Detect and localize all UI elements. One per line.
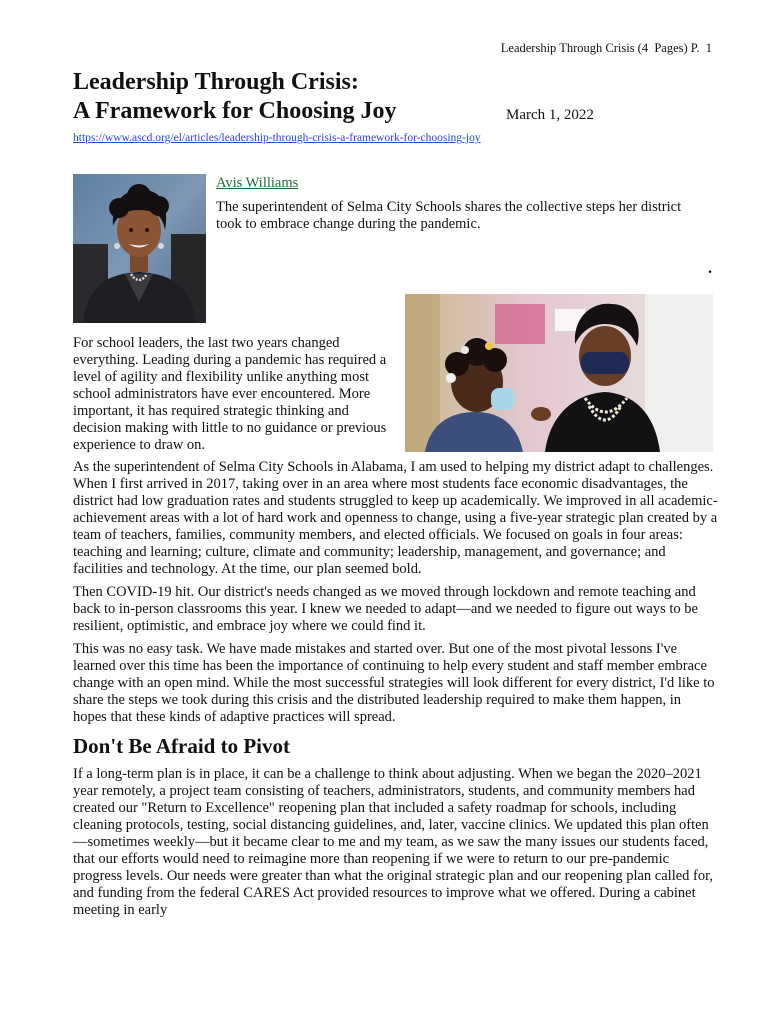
page-header: Leadership Through Crisis (4 Pages) P. 1 — [500, 41, 712, 55]
article-body — [73, 459, 718, 925]
body-paragraph: This was no easy task. We have made mistakes and started over. But one of the most pivotal lessons I've learned over this time has been the importance of continuing to help every student and staff member embrace change with an open mind. While the most successful strategies will look different for every district, I'd like to share the steps we took during this crisis and the distributed leadership required to make them happen, in hopes that these kinds of adaptive practices will spread. — [73, 641, 715, 725]
article-url-link[interactable]: https://www.ascd.org/el/articles/leadership-through-crisis-a-framework-for-choosing-joy — [73, 132, 481, 144]
author-photo — [73, 174, 206, 323]
article-title — [73, 68, 397, 126]
author-name-link[interactable]: Avis Williams — [216, 175, 299, 191]
title-line-2: A Framework for Choosing Joy — [73, 98, 397, 124]
title-line-1: Leadership Through Crisis: — [73, 69, 359, 95]
author-blurb: The superintendent of Selma City Schools shares the collective steps her district took to embrace change during the pandemic. — [216, 199, 682, 232]
body-paragraph: As the superintendent of Selma City Schools in Alabama, I am used to helping my district adapt to challenges. When I first arrived in 2017, taking over in an area where most students face economic disadvantages, the district had low graduation rates and students struggled to keep up academically. We improved in all academic-achievement areas with a lot of hard work and openness to change, using a five-year strategic plan created by a team of teachers, families, community members, and elected officials. We focused on goals in four areas: teaching and learning; culture, climate and community; leadership, management, and governance; and facilities and technology. At the time, our plan seemed bold. — [73, 459, 718, 577]
classroom-photo — [405, 294, 713, 452]
section-heading: Don't Be Afraid to Pivot — [73, 734, 290, 758]
stray-mark: . — [708, 260, 712, 277]
intro-paragraph: For school leaders, the last two years changed everything. Leading during a pandemic has required a level of agility and flexibility unlike anything most school administrators have ever encountered. More important, it has required strategic thinking and decision making with little to no guidance or previous experience to draw on. — [73, 335, 387, 453]
publication-date: March 1, 2022 — [506, 107, 594, 123]
body-paragraph: Then COVID-19 hit. Our district's needs changed as we moved through lockdown and remote teaching and back to in-person classrooms this year. I knew we needed to adapt—and we needed to figure out ways to be resilient, optimistic, and embrace joy where we could find it. — [73, 584, 698, 634]
body-paragraph: If a long-term plan is in place, it can be a challenge to think about adjusting. When we began the 2020–2021 year remotely, a project team consisting of teachers, administrators, students, and community members had created our "Return to Excellence" reopening plan that included a safety roadmap for schools, including cleaning protocols, testing, social distancing guidelines, and, later, vaccine clinics. We updated this plan often—sometimes weekly—but it became clear to me and my team, as we saw the many issues our students faced, that our efforts would need to reimagine more than reopening if we were to return to our pre-pandemic progress levels. Our needs were greater than what the original strategic plan and our reopening plan called for, and funding from the federal CARES Act provided resources to improve what we offered. During a cabinet meeting in early — [73, 766, 713, 918]
